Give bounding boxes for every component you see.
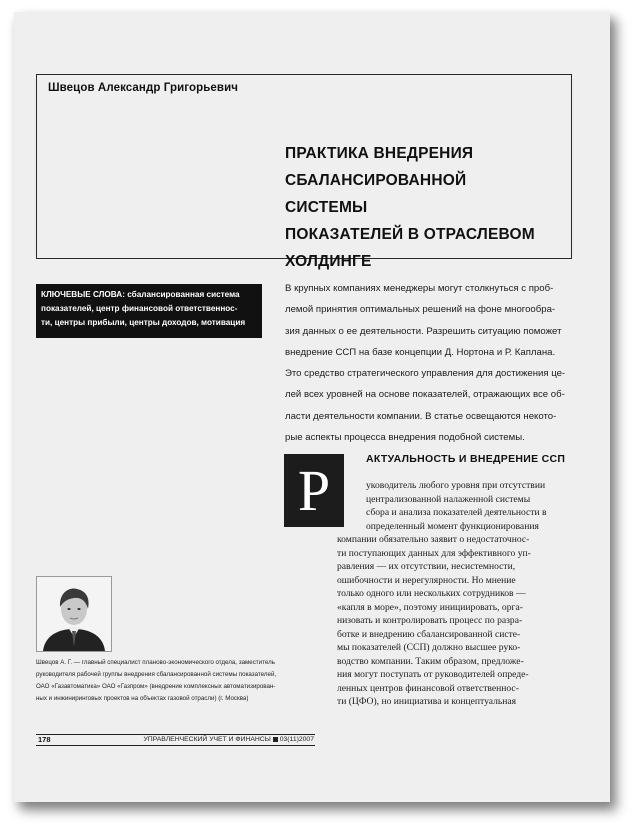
body-line: ошибочности и нерегулярности. Но мнение <box>337 574 516 586</box>
journal-issue: 03(11)2007 <box>279 736 314 743</box>
keywords-line: ти, центры прибыли, центры доходов, мотивация <box>41 318 246 327</box>
author-photo <box>36 576 112 652</box>
title-line: ПОКАЗАТЕЛЕЙ В ОТРАСЛЕВОМ <box>285 226 535 243</box>
title-line: ПРАКТИКА ВНЕДРЕНИЯ <box>285 145 474 162</box>
page-number: 178 <box>38 735 51 744</box>
abstract-line: ласти деятельности компании. В статье освещаются некото- <box>285 410 557 422</box>
author-bio <box>36 657 276 705</box>
bio-line: ных и инжиниринговых проектов на объектах газовой отрасли) (г. Москва) <box>36 695 249 702</box>
article-title <box>285 140 545 275</box>
keywords-line: КЛЮЧЕВЫЕ СЛОВА: сбалансированная система <box>41 290 240 299</box>
body-line: «капля в море», поэтому инициировать, орга- <box>337 601 523 613</box>
body-line: ния могут поступать от руководителей опреде- <box>337 669 529 680</box>
body-line: равления — их отсутствии, несистемности, <box>337 561 516 572</box>
author-name: Швецов Александр Григорьевич <box>48 82 239 94</box>
section-heading: АКТУАЛЬНОСТЬ И ВНЕДРЕНИЕ ССП <box>366 453 566 465</box>
abstract-line: лемой принятия оптимальных решений на фоне многообра- <box>285 304 556 316</box>
body-line: ти (ЦФО), но инициатива и концептуальная <box>337 696 517 707</box>
body-line: ленных центров финансовой ответственнос- <box>337 682 519 694</box>
abstract-line: лей всех уровней на основе показателей, отражающих все об- <box>285 389 565 401</box>
title-line: СБАЛАНСИРОВАННОЙ СИСТЕМЫ <box>285 172 467 216</box>
abstract-line: Это средство стратегического управления для достижения це- <box>285 368 566 380</box>
keywords-box <box>36 284 262 338</box>
body-line: низовать и контролировать процесс по разра- <box>337 615 523 626</box>
author-portrait-icon <box>37 577 111 651</box>
footer-rule-top <box>36 734 315 735</box>
abstract-line: зия данных о ее деятельности. Разрешить ситуацию поможет <box>285 325 562 337</box>
body-line: ботке и внедрению сбалансированной систе- <box>337 628 521 640</box>
bio-line: руководителя рабочей группы внедрения сбалансированной системы показателей, <box>36 671 277 678</box>
body-line: мы показателей (ССП) должно высшее руко- <box>337 642 521 653</box>
abstract-line: рые аспекты процесса внедрения подобной системы. <box>285 432 525 444</box>
body-line: определенный момент функционирования <box>366 520 539 532</box>
journal-footer <box>130 736 314 743</box>
body-line: компании обязательно заявит о недостаточнос- <box>337 534 530 545</box>
abstract <box>285 278 575 448</box>
keywords-line: показателей, центр финансовой ответственнос- <box>41 304 238 313</box>
square-bullet-icon <box>273 737 278 742</box>
body-line: водство компании. Таким образом, предложе- <box>337 655 524 667</box>
body-line: централизованной налаженной системы <box>366 493 531 505</box>
journal-name: УПРАВЛЕНЧЕСКИЙ УЧЕТ И ФИНАНСЫ <box>143 736 271 743</box>
body-line: сбора и анализа показателей деятельности в <box>366 507 547 518</box>
body-line: только одного или нескольких сотрудников — <box>337 588 526 599</box>
body-line: уководитель любого уровня при отсутствии <box>366 480 546 491</box>
title-line: ХОЛДИНГЕ <box>285 253 372 270</box>
bio-line: Швецов А. Г. — главный специалист планово-экономического отдела, заместитель <box>36 659 275 666</box>
bio-line: ОАО «Газавтоматика» ОАО «Газпром» (внедрение комплексных автоматизирован- <box>36 683 276 690</box>
abstract-line: внедрение ССП на базе концепции Д. Нортона и Р. Каплана. <box>285 346 556 358</box>
abstract-line: В крупных компаниях менеджеры могут столкнуться с проб- <box>285 283 554 294</box>
drop-cap: Р <box>284 454 344 527</box>
body-line: ти поступающих данных для эффективного уп- <box>337 547 531 559</box>
body-text <box>337 479 586 709</box>
footer-rule-bottom <box>36 745 315 746</box>
